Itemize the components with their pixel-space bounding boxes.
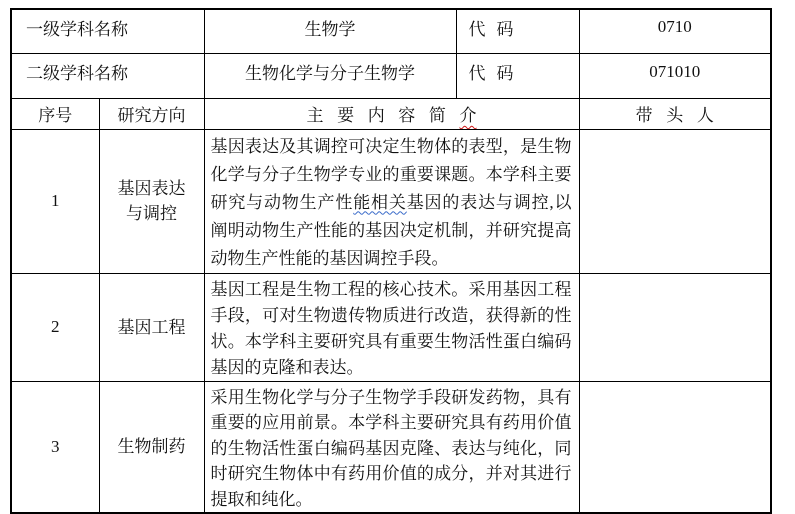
row2-leader-empty-cell [579,273,771,381]
row1-intro-grammar-marked-text: 能相关 [353,192,407,212]
row2-intro-text-before: 基因工程是生物工程的核心技术。采用基因工程手段，可对生物遗传物质进行改造，获得新的性状。本学科主要研究具有重要生物活性蛋白编码基因的克隆和表达。 [210,279,572,377]
row1-leader-empty-cell [579,129,771,273]
row3-content-intro [204,381,579,513]
row2-content-intro [204,273,579,381]
table-row [11,381,771,513]
row1-intro-text-before: 基因表达及其调控可决定生物体的表型，是生物化学与分子生物学专业的重要课题。本学科主要研究与动物生产性 [210,136,572,212]
primary-discipline-label: 一级学科名称 [11,9,204,53]
primary-discipline-row [11,9,771,53]
table-row [11,273,771,381]
row2-serial-number: 2 [11,273,99,381]
row3-intro-text-before: 采用生物化学与分子生物学手段研发药物，具有重要的应用前景。本学科主要研究具有药用价值的生物活性蛋白编码基因克隆、表达与纯化，同时研究生物体中有药用价值的成分，并对其进行提取和纯化。 [210,387,572,509]
header-leader: 带 头 人 [579,98,771,129]
header-intro-spellcheck-marked-char: 介 [459,106,477,125]
secondary-code-label: 代 码 [456,53,579,98]
secondary-discipline-row [11,53,771,98]
row1-direction-line2: 与调控 [126,204,177,223]
primary-discipline-value: 生物学 [204,9,456,53]
row3-leader-empty-cell [579,381,771,513]
row1-serial-number: 1 [11,129,99,273]
row3-research-direction [99,381,204,513]
secondary-discipline-value: 生物化学与分子生物学 [204,53,456,98]
secondary-discipline-label: 二级学科名称 [11,53,204,98]
row1-research-direction [99,129,204,273]
header-research-direction: 研究方向 [99,98,204,129]
row2-direction-line1: 基因工程 [117,317,186,337]
header-intro-prefix: 主 要 内 容 简 [306,106,460,125]
primary-code-value: 0710 [579,9,771,53]
row3-serial-number: 3 [11,381,99,513]
row3-direction-line1: 生物制药 [117,437,186,457]
header-main-content-intro [204,98,579,129]
discipline-info-table [10,8,772,514]
secondary-code-value: 071010 [579,53,771,98]
row1-content-intro [204,129,579,273]
column-header-row [11,98,771,129]
table-row [11,129,771,273]
primary-code-label: 代 码 [456,9,579,53]
row1-intro-text-after: 基因的表达与调控,以阐明动物生产性能的基因决定机制，并研究提高动物生产性能的基因调控手段。 [210,192,572,268]
row2-research-direction [99,273,204,381]
row1-direction-line1: 基因表达 [117,179,186,198]
header-serial-number: 序号 [11,98,99,129]
